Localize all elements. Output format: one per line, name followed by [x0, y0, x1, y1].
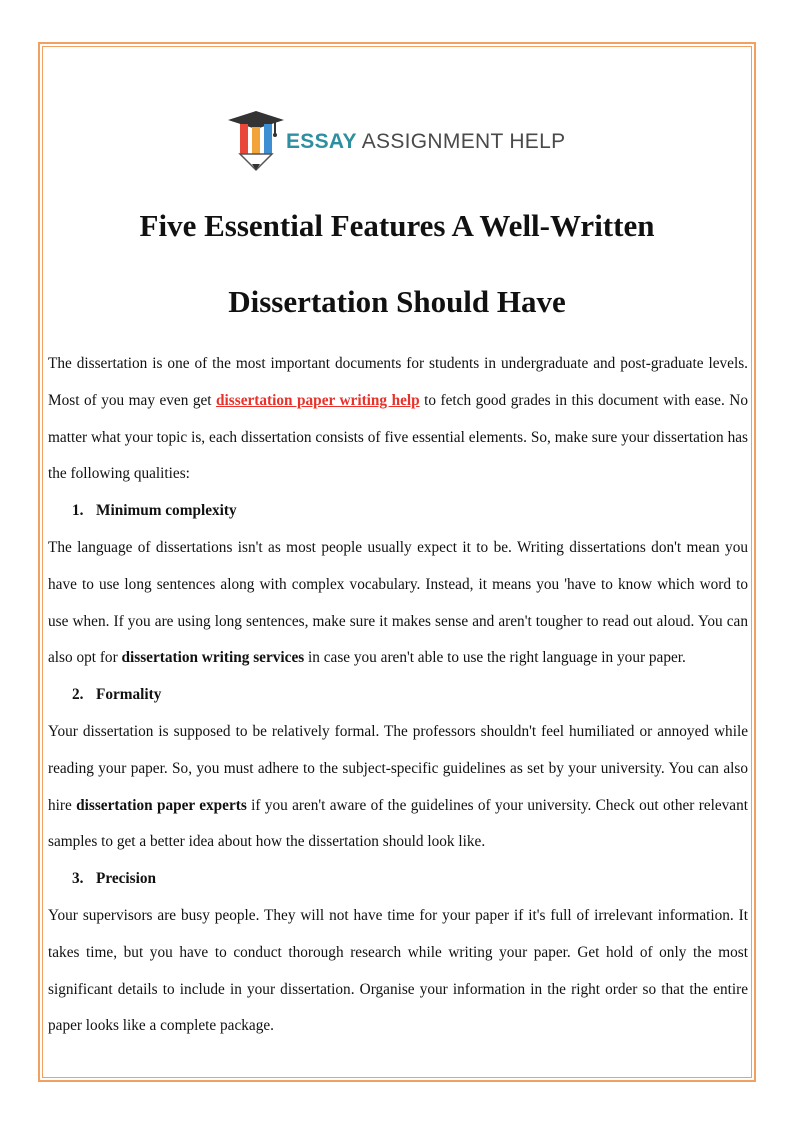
- section-number: 3.: [72, 870, 84, 888]
- section-heading-text: Minimum complexity: [96, 502, 237, 520]
- logo-brand-rest: ASSIGNMENT HELP: [356, 130, 566, 153]
- section-number: 2.: [72, 686, 84, 704]
- paragraph-text: in case you aren't able to use the right language in your paper.: [304, 649, 686, 667]
- dissertation-paper-experts-bold: dissertation paper experts: [76, 796, 247, 814]
- section-number: 1.: [72, 502, 84, 520]
- section-heading-precision: [48, 861, 748, 898]
- intro-text-2: to fetch good grades in this document with ease. No matter what your topic is, each dissertation consists of five essential elements. So, make sure your dissertation has the following qualities:: [48, 391, 748, 483]
- section-heading-text: Formality: [96, 686, 162, 704]
- dissertation-paper-writing-help-link[interactable]: dissertation paper writing help: [216, 391, 420, 409]
- section-paragraph-formality: [48, 714, 748, 861]
- dissertation-writing-services-bold: dissertation writing services: [121, 649, 305, 667]
- page-title-line-1: Five Essential Features A Well-Written: [139, 208, 655, 243]
- section-heading-formality: [48, 677, 748, 714]
- section-heading-text: Precision: [96, 870, 157, 888]
- logo-brand-strong: ESSAY: [286, 130, 357, 153]
- page-title-line-2: Dissertation Should Have: [228, 284, 566, 319]
- section-paragraph-precision: Your supervisors are busy people. They will not have time for your paper if it's full of irrelevant information. It takes time, but you have to conduct thorough research while writing your paper. Get hold of only the most significant details to include in your dissertation. Organise your information in the right order so that the entire paper looks like a complete package.: [48, 906, 748, 1035]
- article-body: [48, 346, 748, 1045]
- paragraph-text: if you aren't aware of the guidelines of your university. Check out other relevant samples to get a better idea about how the dissertation should look like.: [48, 796, 748, 851]
- logo-wordmark: [286, 130, 565, 154]
- intro-text-1: The dissertation is one of the most important documents for students in undergraduate and post-graduate levels. Most of you may even get: [48, 355, 748, 409]
- paragraph-text: The language of dissertations isn't as most people usually expect it to be. Writing dissertations don't mean you have to use long sentences along with complex vocabulary. Instead, it means you 'have to know which word to use when. If you are using long sentences, make sure it makes sense and aren't tougher to read out aloud. You can also opt for: [48, 538, 748, 667]
- paragraph-text: Your dissertation is supposed to be relatively formal. The professors shouldn't feel humiliated or annoyed while reading your paper. So, you must adhere to the subject-specific guidelines as set by your university. You can also hire: [48, 722, 748, 814]
- intro-paragraph: [48, 346, 748, 493]
- graduation-cap-pencil-icon: [228, 111, 284, 170]
- section-paragraph-minimum-complexity: [48, 530, 748, 677]
- section-heading-minimum-complexity: [48, 493, 748, 530]
